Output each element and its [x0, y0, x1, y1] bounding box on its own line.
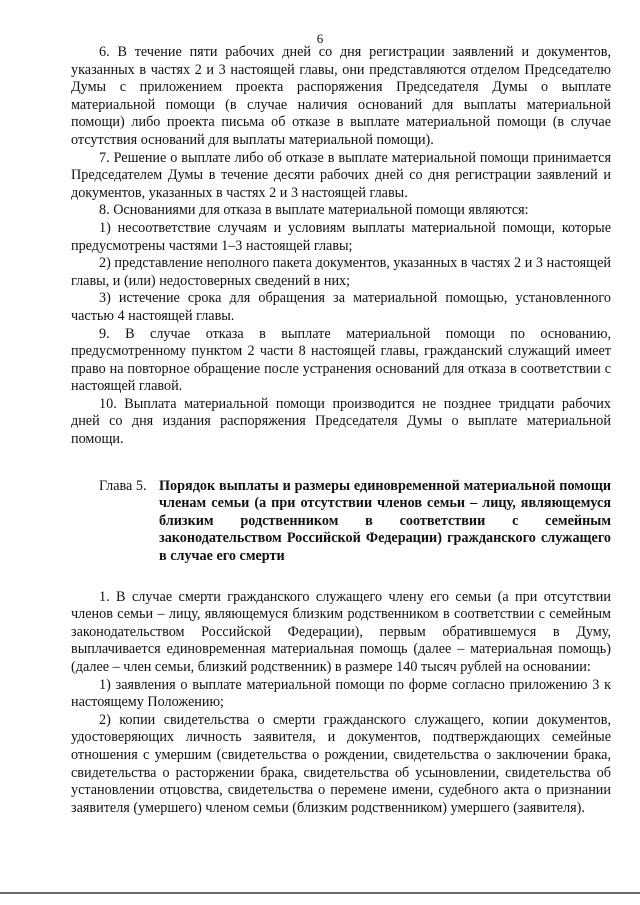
chapter5-paragraph-1-item-2: 2) копии свидетельства о смерти гражданского служащего, копии документов, удостоверяющих личность заявителя, и документов, подтверждающих семейные отношения с умершим (свидетельства о рождении, свидетельства о заключении брака, свидетельства о расторжении брака, свидетельства об усыновлении, свидетельства об установлении отцовства, свидетельства о перемене имени, судебного акта о признании заявителя (умершего) членом семьи (близким родственником) умершего (заявителя).: [71, 711, 611, 816]
page-number: 6: [316, 31, 324, 46]
chapter-title: Порядок выплаты и размеры единовременной материальной помощи членам семьи (а при отсутствии членов семьи – лицу, являющемуся близким родственником в соответствии с семейным законодательством Российской Федерации) гражданского служащего в случае его смерти: [159, 477, 611, 565]
paragraph-9: 9. В случае отказа в выплате материальной помощи по основанию, предусмотренному пунктом 2 части 8 настоящей главы, гражданский служащий имеет право на повторное обращение после устранения оснований для отказа в соответствии с настоящей главой.: [71, 325, 611, 395]
paragraph-10: 10. Выплата материальной помощи производится не позднее тридцати рабочих дней со дня издания распоряжения Председателя Думы о выплате материальной помощи.: [71, 395, 611, 448]
paragraph-8: 8. Основаниями для отказа в выплате материальной помощи являются:: [99, 202, 529, 219]
chapter5-paragraph-1-item-1: 1) заявления о выплате материальной помощи по форме согласно приложению 3 к настоящему Положению;: [71, 676, 611, 711]
paragraph-8-item-2: 2) представление неполного пакета документов, указанных в частях 2 и 3 настоящей главы, и (или) недостоверных сведений в них;: [71, 255, 611, 289]
paragraph-8-item-3: 3) истечение срока для обращения за материальной помощью, установленного частью 4 настоящей главы.: [71, 290, 611, 324]
chapter-heading: [71, 478, 611, 566]
paragraph-8-item-1: 1) несоответствие случаям и условиям выплаты материальной помощи, которые предусмотрены частями 1–3 настоящей главы;: [71, 219, 611, 254]
chapter-number: Глава 5.: [99, 477, 147, 494]
document-body: [71, 44, 611, 817]
paragraph-7: 7. Решение о выплате либо об отказе в выплате материальной помощи принимается Председателем Думы в течение десяти рабочих дней со дня регистрации заявлений и документов, указанных в частях 2 и 3 настоящей главы.: [71, 149, 611, 201]
chapter5-paragraph-1: 1. В случае смерти гражданского служащего члену его семьи (а при отсутствии членов семьи – лицу, являющемуся близким родственником в соответствии с семейным законодательством Российской Федерации), первым обратившемуся в Думу, выплачивается единовременная материальная помощь (далее – материальная помощь) (далее – член семьи, близкий родственник) в размере 140 тысяч рублей на основании:: [71, 588, 611, 675]
page-bottom-edge: [0, 892, 640, 894]
paragraph-6: 6. В течение пяти рабочих дней со дня регистрации заявлений и документов, указанных в частях 2 и 3 настоящей главы, они представляются отделом Председателю Думы с приложением проекта распоряжения Председателя Думы о выплате материальной помощи (в случае наличия оснований для выплаты материальной помощи) либо проекта письма об отказе в выплате материальной помощи (в случае отсутствия оснований для выплаты материальной помощи).: [71, 44, 611, 148]
